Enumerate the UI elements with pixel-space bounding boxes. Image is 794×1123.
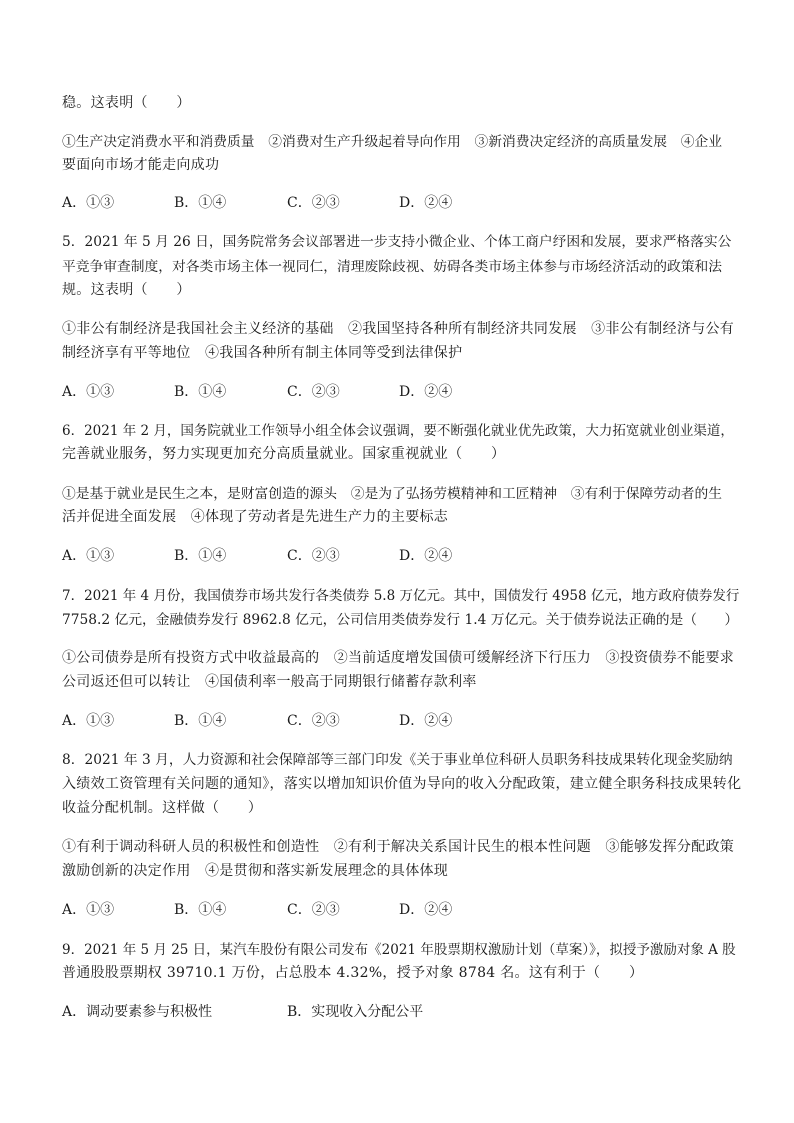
q4-option-d[interactable]: D．②④: [399, 195, 453, 211]
q5-stem-line-1: 5．2021 年 5 月 26 日，国务院常务会议部署进一步支持小微企业、个体工商户纾困和发展，要求严格落实公: [62, 234, 732, 250]
q7-stem-line-2: 7758.2 亿元，金融债券发行 8962.8 亿元，公司信用类债券发行 1.4 万亿元。关于债券说法正确的是（ ）: [62, 612, 739, 628]
q9-stem-line-2: 普通股股票期权 39710.1 万份，占总股本 4.32%，授予对象 8784 名。这有利于（ ）: [62, 965, 644, 981]
q7-statements-line-2: 公司返还但可以转让 ④国债利率一般高于同期银行储蓄存款利率: [62, 674, 477, 690]
q6-option-b[interactable]: B．①④: [174, 548, 227, 564]
q4-stem-tail: 稳。这表明（ ）: [62, 95, 191, 111]
q6-stem-line-2: 完善就业服务，努力实现更加充分高质量就业。国家重视就业（ ）: [62, 446, 506, 462]
q8-option-a[interactable]: A．①③: [62, 902, 115, 918]
q8-statements-line-1: ①有利于调动科研人员的积极性和创造性 ②有利于解决关系国计民生的根本性问题 ③能够发挥分配政策: [62, 839, 735, 855]
q5-statements-line-2: 制经济享有平等地位 ④我国各种所有制主体同等受到法律保护: [62, 345, 463, 361]
q9-options: [62, 1001, 742, 1021]
q6-option-c[interactable]: C．②③: [287, 548, 340, 564]
q8-stem-line-1: 8．2021 年 3 月，人力资源和社会保障部等三部门印发《关于事业单位科研人员职务科技成果转化现金奖励纳: [62, 752, 733, 768]
q5-stem-line-3: 规。这表明（ ）: [62, 282, 191, 298]
q6-option-d[interactable]: D．②④: [399, 548, 453, 564]
q4-option-b[interactable]: B．①④: [174, 195, 227, 211]
q9-stem-line-1: 9．2021 年 5 月 25 日，某汽车股份有限公司发布《2021 年股票期权激励计划（草案）》，拟授予激励对象 A 股: [62, 942, 736, 958]
q4-statements-line-1: ①生产决定消费水平和消费质量 ②消费对生产升级起着导向作用 ③新消费决定经济的高质量发展 ④企业: [62, 134, 723, 150]
q9-option-b[interactable]: B．实现收入分配公平: [287, 1004, 424, 1020]
q4-options: [62, 192, 742, 212]
q8-option-c[interactable]: C．②③: [287, 902, 340, 918]
q4-option-a[interactable]: A．①③: [62, 195, 115, 211]
q7-option-b[interactable]: B．①④: [174, 713, 227, 729]
q5-statements-line-1: ①非公有制经济是我国社会主义经济的基础 ②我国坚持各种所有制经济共同发展 ③非公有制经济与公有: [62, 321, 735, 337]
q5-option-a[interactable]: A．①③: [62, 384, 115, 400]
q8-stem-line-3: 收益分配机制。这样做（ ）: [62, 800, 263, 816]
q7-stem-line-1: 7．2021 年 4 月份，我国债券市场共发行各类债券 5.8 万亿元。其中，国债发行 4958 亿元，地方政府债券发行: [62, 588, 740, 604]
q6-options: [62, 545, 742, 565]
q8-stem-line-2: 入绩效工资管理有关问题的通知》，落实以增加知识价值为导向的收入分配政策，建立健全职务科技成果转化: [62, 776, 742, 792]
q8-statements-line-2: 激励创新的决定作用 ④是贯彻和落实新发展理念的具体体现: [62, 863, 449, 879]
q5-options: [62, 381, 742, 401]
q9-option-a[interactable]: A．调动要素参与积极性: [62, 1004, 213, 1020]
q8-options: [62, 899, 742, 919]
q5-option-c[interactable]: C．②③: [287, 384, 340, 400]
q6-statements-line-1: ①是基于就业是民生之本，是财富创造的源头 ②是为了弘扬劳模精神和工匠精神 ③有利于保障劳动者的生: [62, 486, 723, 502]
q4-option-c[interactable]: C．②③: [287, 195, 340, 211]
q7-option-a[interactable]: A．①③: [62, 713, 115, 729]
q5-option-d[interactable]: D．②④: [399, 384, 453, 400]
q7-options: [62, 710, 742, 730]
q5-option-b[interactable]: B．①④: [174, 384, 227, 400]
q4-statements-line-2: 要面向市场才能走向成功: [62, 157, 220, 173]
q8-option-b[interactable]: B．①④: [174, 902, 227, 918]
q6-stem-line-1: 6．2021 年 2 月，国务院就业工作领导小组全体会议强调，要不断强化就业优先政策，大力拓宽就业创业渠道，: [62, 423, 734, 439]
q7-option-d[interactable]: D．②④: [399, 713, 453, 729]
q6-statements-line-2: 活并促进全面发展 ④体现了劳动者是先进生产力的主要标志: [62, 509, 449, 525]
q7-option-c[interactable]: C．②③: [287, 713, 340, 729]
q5-stem-line-2: 平竞争审查制度，对各类市场主体一视同仁，清理废除歧视、妨碍各类市场主体参与市场经济活动的政策和法: [62, 259, 723, 275]
q7-statements-line-1: ①公司债券是所有投资方式中收益最高的 ②当前适度增发国债可缓解经济下行压力 ③投资债券不能要求: [62, 650, 735, 666]
q6-option-a[interactable]: A．①③: [62, 548, 115, 564]
q8-option-d[interactable]: D．②④: [399, 902, 453, 918]
